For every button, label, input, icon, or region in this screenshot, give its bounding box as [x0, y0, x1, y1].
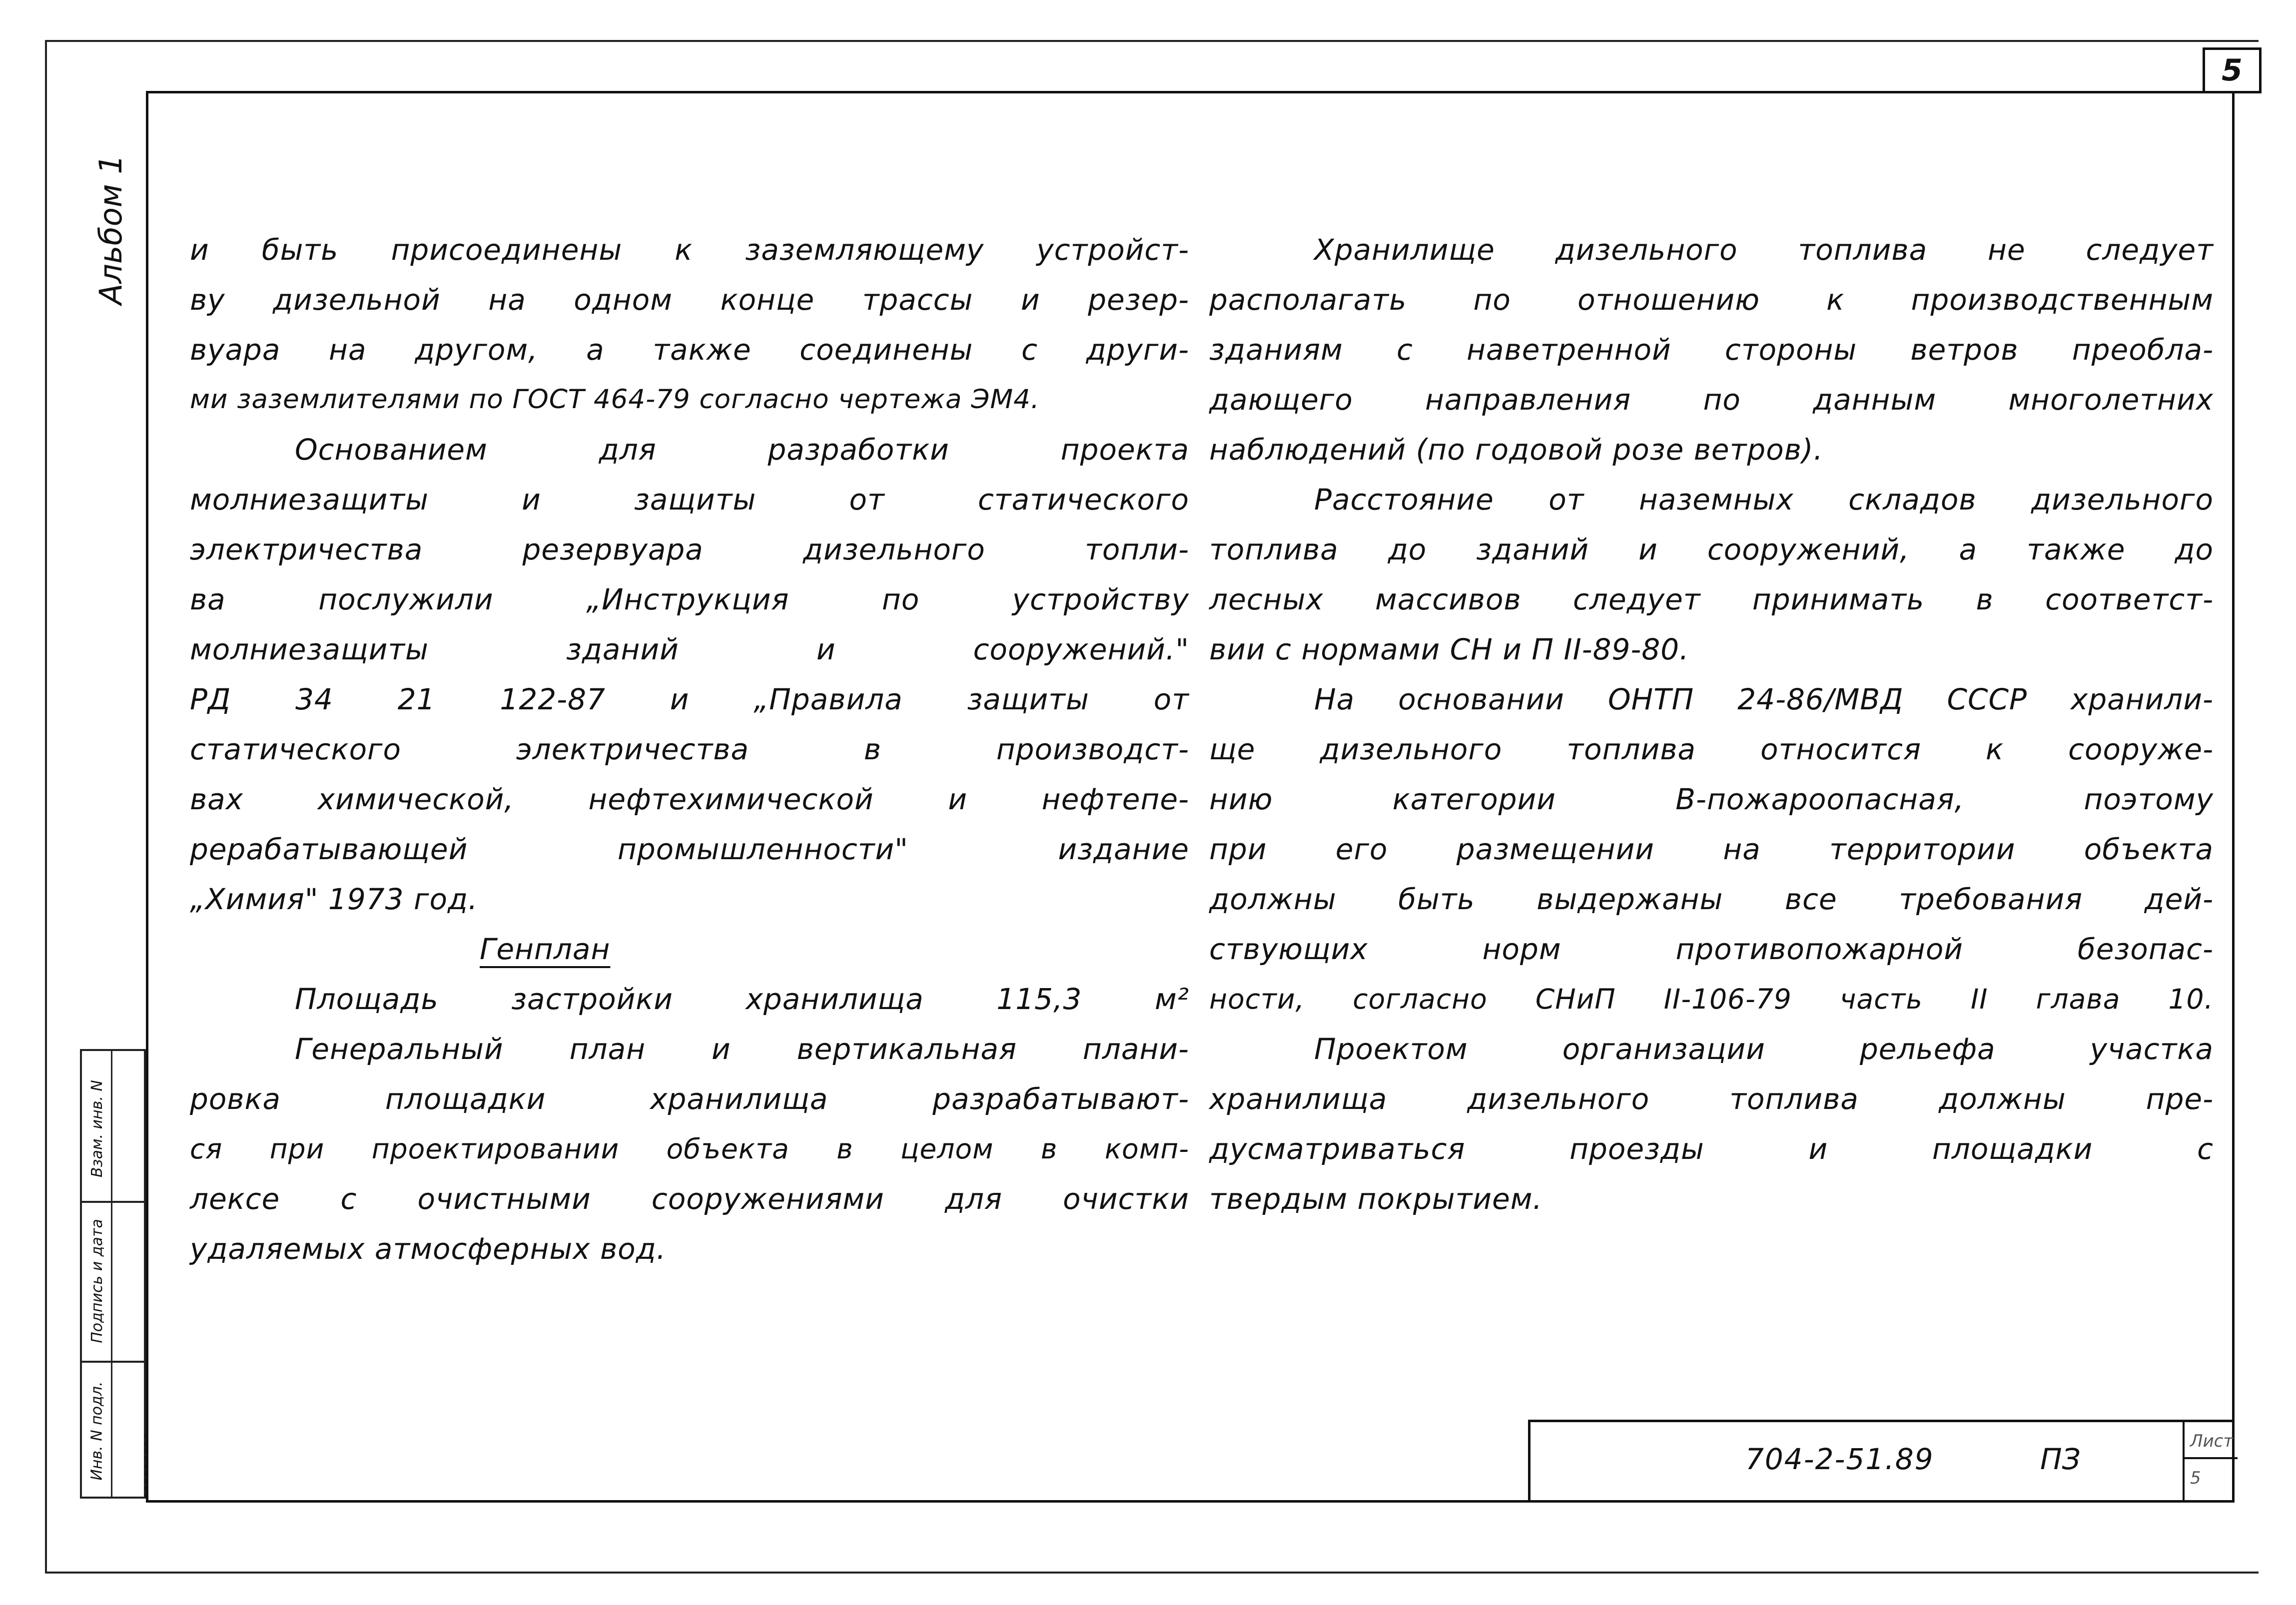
- stamp-cell-replacement: [84, 1061, 110, 1196]
- approval-stamp: [80, 1049, 146, 1499]
- text-line: На основании ОНТП 24-86/МВД СССР хранили-: [1314, 682, 2214, 716]
- title-block-sheet-number: 5: [2190, 1468, 2201, 1488]
- text-line: должны быть выдержаны все требования дей-: [1209, 882, 2214, 916]
- section-heading-text: Генплан: [480, 932, 611, 966]
- stamp-divider: [111, 1051, 112, 1497]
- text-line: Расстояние от наземных складов дизельного: [1314, 483, 2214, 517]
- stamp-replacement-label: Взам. инв. N: [88, 1079, 106, 1177]
- text-line: вуара на другом, а также соединены с други-: [190, 333, 1189, 367]
- text-line: рерабатывающей промышленности" издание: [190, 832, 1189, 866]
- text-line: при его размещении на территории объекта: [1209, 832, 2214, 866]
- text-line: ся при проектировании объекта в целом в комп-: [190, 1133, 1189, 1165]
- stamp-cell-signature: [84, 1206, 110, 1356]
- text-line: „Химия" 1973 год.: [190, 882, 478, 916]
- text-line: электричества резервуара дизельного топли-: [190, 533, 1189, 566]
- stamp-divider: [82, 1361, 144, 1363]
- text-line: топлива до зданий и сооружений, а также до: [1209, 533, 2214, 566]
- stamp-inventory-label: Инв. N подл.: [88, 1381, 106, 1481]
- text-line: молниезащиты зданий и сооружений.": [190, 632, 1189, 666]
- text-line: располагать по отношению к производственным: [1209, 283, 2214, 317]
- text-line: дающего направления по данным многолетних: [1209, 383, 2214, 417]
- text-line: хранилища дизельного топлива должны пре-: [1209, 1082, 2214, 1116]
- text-line: лексе с очистными сооружениями для очистки: [190, 1182, 1189, 1216]
- title-block: [1528, 1420, 2235, 1503]
- stamp-cell-inventory: [84, 1366, 110, 1496]
- text-line: ности, согласно СНиП II-106-79 часть II глава 10.: [1209, 983, 2214, 1015]
- sheet-number-box: [2203, 47, 2262, 93]
- text-line: ствующих норм противопожарной безопас-: [1209, 932, 2214, 966]
- text-line: дусматриваться проезды и площадки с: [1209, 1132, 2214, 1166]
- text-line: ми заземлителями по ГОСТ 464-79 согласно чертежа ЭМ4.: [190, 384, 1040, 415]
- sheet-number: 5: [2222, 53, 2243, 88]
- title-block-divider: [2183, 1422, 2185, 1503]
- margin-ticks: [145, 1434, 150, 1499]
- text-line: ровка площадки хранилища разрабатывают-: [190, 1082, 1189, 1116]
- text-line: ву дизельной на одном конце трассы и резер-: [190, 283, 1189, 317]
- text-line: нию категории В-пожароопасная, поэтому: [1209, 782, 2214, 816]
- stamp-divider: [82, 1201, 144, 1203]
- text-line: Основанием для разработки проекта: [295, 433, 1189, 467]
- text-line: Генеральный план и вертикальная плани-: [295, 1032, 1189, 1066]
- text-line: и быть присоединены к заземляющему устройст-: [190, 233, 1189, 267]
- text-line: вии с нормами СН и П II-89-80.: [1209, 632, 1689, 666]
- section-heading: [190, 924, 1189, 974]
- text-line: Площадь застройки хранилища 115,3 м²: [295, 982, 1189, 1016]
- text-line: РД 34 21 122-87 и „Правила защиты от: [190, 682, 1189, 716]
- title-block-sheet-label: Лист: [2190, 1431, 2234, 1451]
- text-line: молниезащиты и защиты от статического: [190, 483, 1189, 517]
- text-line: ще дизельного топлива относится к сооруже-: [1209, 732, 2214, 766]
- text-line: вах химической, нефтехимической и нефтепе-: [190, 782, 1189, 816]
- text-line: ва послужили „Инструкция по устройству: [190, 582, 1189, 616]
- text-line: зданиям с наветренной стороны ветров преобла-: [1209, 333, 2214, 367]
- text-line: Хранилище дизельного топлива не следует: [1314, 233, 2214, 267]
- album-label: Альбом 1: [92, 154, 129, 305]
- text-line: твердым покрытием.: [1209, 1182, 1542, 1216]
- text-line: лесных массивов следует принимать в соответст-: [1209, 582, 2214, 616]
- stamp-signature-label: Подпись и дата: [88, 1218, 106, 1343]
- left-text-column: [190, 225, 1189, 1274]
- document-code: 704-2-51.89: [1745, 1442, 1934, 1476]
- text-line: статического электричества в производст-: [190, 732, 1189, 766]
- title-block-divider: [2183, 1457, 2238, 1459]
- document-type: ПЗ: [2040, 1442, 2081, 1476]
- text-line: Проектом организации рельефа участка: [1314, 1032, 2214, 1066]
- text-line: наблюдений (по годовой розе ветров).: [1209, 433, 1823, 467]
- text-line: удаляемых атмосферных вод.: [190, 1232, 667, 1266]
- right-text-column: [1209, 225, 2214, 1224]
